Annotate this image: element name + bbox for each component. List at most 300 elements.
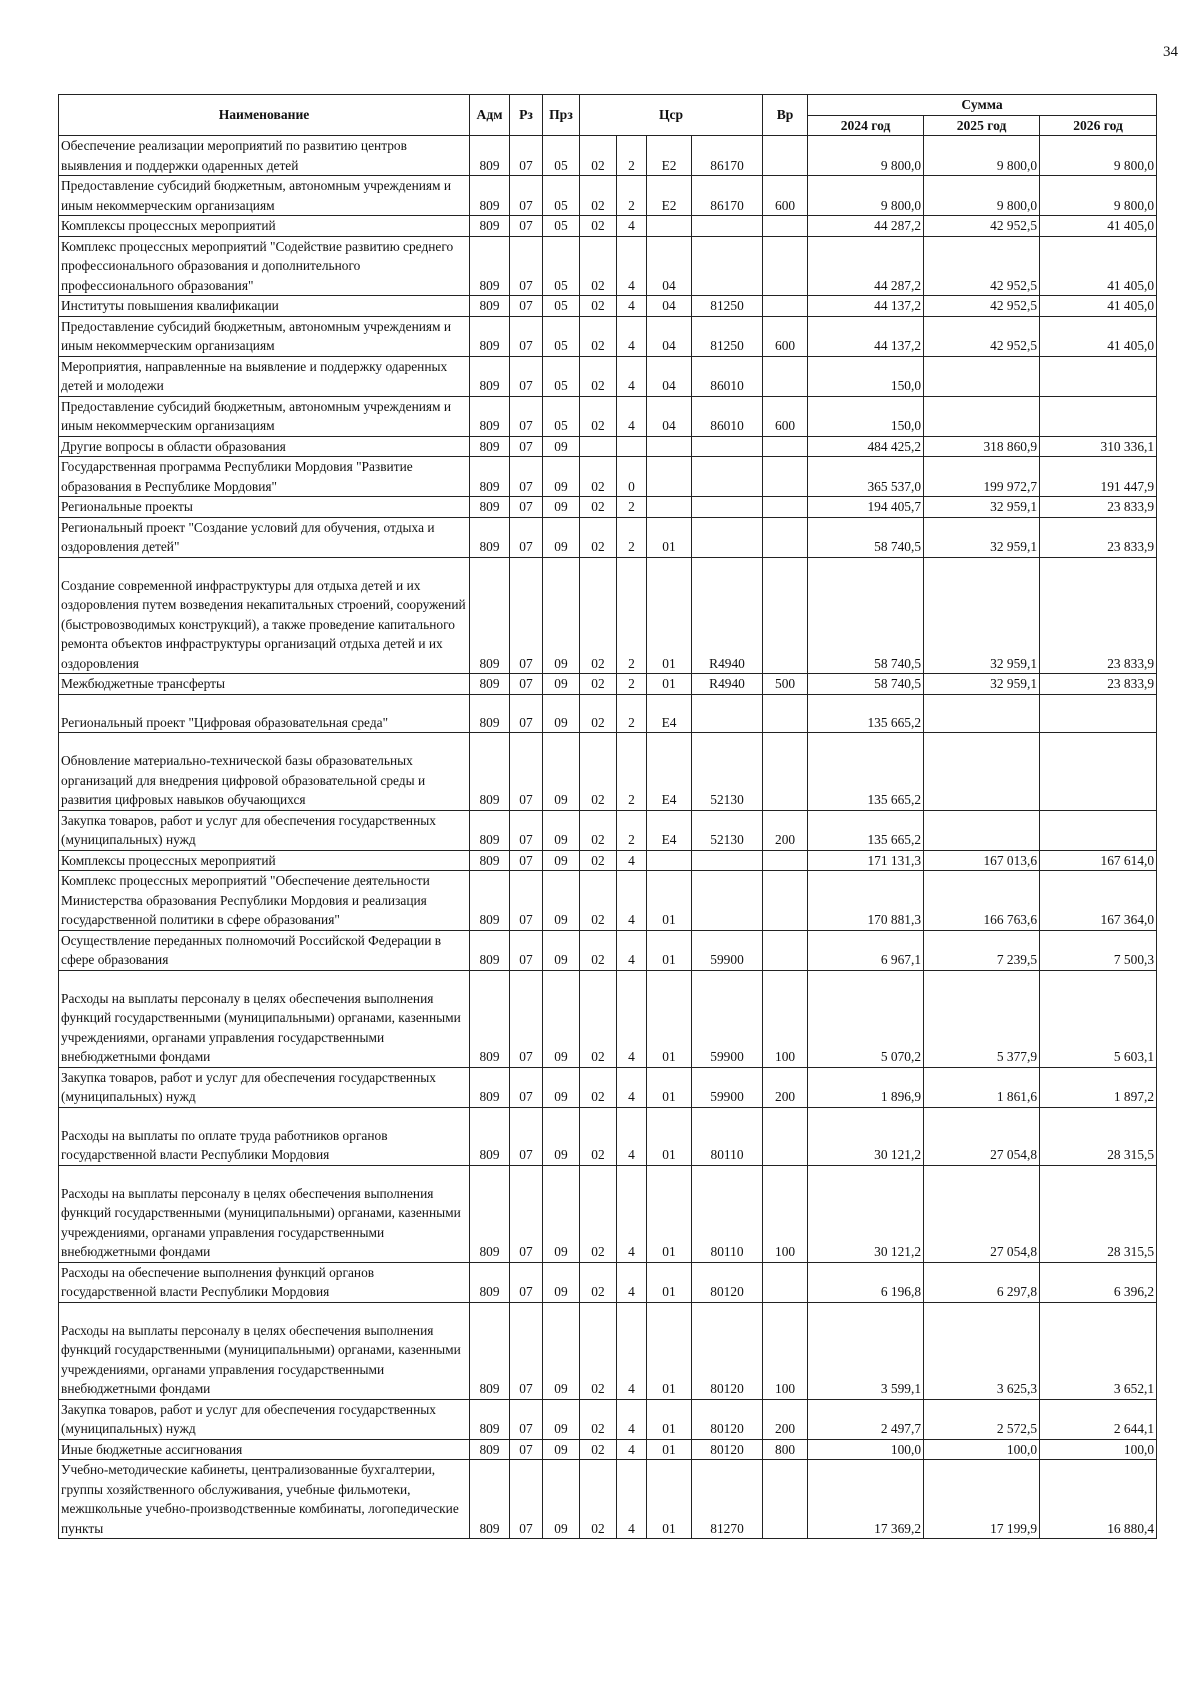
row-name: Межбюджетные трансферты xyxy=(59,674,470,695)
row-adm: 809 xyxy=(470,136,510,176)
row-vr xyxy=(763,356,808,396)
row-name: Комплексы процессных мероприятий xyxy=(59,850,470,871)
row-name: Региональный проект "Цифровая образовательная среда" xyxy=(59,694,470,733)
table-row xyxy=(59,396,1157,436)
row-name: Расходы на выплаты персоналу в целях обеспечения выполнения функций государственными (муниципальными) органами, казенными учреждениями, органами управления государственными внебюджетными фондами xyxy=(59,1302,470,1399)
row-name: Обновление материально-технической базы образовательных организаций для внедрения цифровой образовательной среды и развития цифровых навыков обучающихся xyxy=(59,733,470,811)
row-csr-program: 02 xyxy=(580,810,617,850)
row-sum-2024: 150,0 xyxy=(808,356,924,396)
row-csr-program: 02 xyxy=(580,517,617,557)
row-sum-2025: 9 800,0 xyxy=(924,176,1040,216)
table-row xyxy=(59,694,1157,733)
row-csr-type: 2 xyxy=(617,733,647,811)
row-csr-structure xyxy=(647,457,692,497)
row-sum-2024: 58 740,5 xyxy=(808,557,924,674)
row-rz: 07 xyxy=(510,316,543,356)
row-csr-program: 02 xyxy=(580,176,617,216)
row-name: Расходы на обеспечение выполнения функций органов государственной власти Республики Мордовия xyxy=(59,1262,470,1302)
row-csr-structure: 01 xyxy=(647,1107,692,1165)
row-vr: 500 xyxy=(763,674,808,695)
row-csr-direction: R4940 xyxy=(692,674,763,695)
row-csr-type: 4 xyxy=(617,236,647,296)
row-csr-program: 02 xyxy=(580,497,617,518)
row-csr-direction: 80110 xyxy=(692,1165,763,1262)
row-csr-direction: 80110 xyxy=(692,1107,763,1165)
row-sum-2024: 170 881,3 xyxy=(808,871,924,931)
row-csr-direction: 86170 xyxy=(692,136,763,176)
row-csr-direction: 81270 xyxy=(692,1460,763,1539)
row-csr-program: 02 xyxy=(580,296,617,317)
row-csr-type: 2 xyxy=(617,136,647,176)
row-rz: 07 xyxy=(510,296,543,317)
row-sum-2026: 100,0 xyxy=(1040,1439,1157,1460)
row-csr-type: 2 xyxy=(617,497,647,518)
row-vr xyxy=(763,436,808,457)
row-sum-2024: 365 537,0 xyxy=(808,457,924,497)
row-adm: 809 xyxy=(470,871,510,931)
row-prz: 09 xyxy=(543,733,580,811)
row-sum-2025: 166 763,6 xyxy=(924,871,1040,931)
row-adm: 809 xyxy=(470,1302,510,1399)
row-prz: 05 xyxy=(543,176,580,216)
row-sum-2026: 9 800,0 xyxy=(1040,136,1157,176)
row-csr-structure xyxy=(647,497,692,518)
row-sum-2026: 23 833,9 xyxy=(1040,497,1157,518)
table-row xyxy=(59,497,1157,518)
row-sum-2025: 9 800,0 xyxy=(924,136,1040,176)
row-sum-2025: 100,0 xyxy=(924,1439,1040,1460)
row-sum-2025: 5 377,9 xyxy=(924,970,1040,1067)
row-name: Обеспечение реализации мероприятий по развитию центров выявления и поддержки одаренных детей xyxy=(59,136,470,176)
row-csr-structure: 01 xyxy=(647,1460,692,1539)
row-sum-2024: 58 740,5 xyxy=(808,674,924,695)
row-prz: 09 xyxy=(543,1262,580,1302)
row-rz: 07 xyxy=(510,436,543,457)
row-csr-program: 02 xyxy=(580,1439,617,1460)
row-csr-direction: 59900 xyxy=(692,970,763,1067)
row-sum-2026: 6 396,2 xyxy=(1040,1262,1157,1302)
header-rz: Рз xyxy=(510,95,543,136)
row-sum-2024: 44 287,2 xyxy=(808,236,924,296)
row-vr xyxy=(763,1460,808,1539)
row-vr: 200 xyxy=(763,1399,808,1439)
row-csr-program: 02 xyxy=(580,1399,617,1439)
row-csr-program: 02 xyxy=(580,316,617,356)
row-csr-type: 4 xyxy=(617,1399,647,1439)
table-row xyxy=(59,1302,1157,1399)
row-sum-2026: 7 500,3 xyxy=(1040,930,1157,970)
row-csr-type xyxy=(617,436,647,457)
row-csr-direction: 59900 xyxy=(692,1067,763,1107)
row-sum-2025: 42 952,5 xyxy=(924,316,1040,356)
table-row xyxy=(59,1460,1157,1539)
row-csr-structure: Е4 xyxy=(647,810,692,850)
row-sum-2025: 17 199,9 xyxy=(924,1460,1040,1539)
row-sum-2024: 150,0 xyxy=(808,396,924,436)
row-csr-direction xyxy=(692,871,763,931)
row-csr-type: 4 xyxy=(617,1302,647,1399)
row-csr-type: 4 xyxy=(617,1262,647,1302)
table-row xyxy=(59,1067,1157,1107)
row-vr: 100 xyxy=(763,970,808,1067)
row-rz: 07 xyxy=(510,1439,543,1460)
row-adm: 809 xyxy=(470,176,510,216)
row-csr-type: 4 xyxy=(617,1165,647,1262)
row-rz: 07 xyxy=(510,850,543,871)
row-vr: 600 xyxy=(763,396,808,436)
row-rz: 07 xyxy=(510,457,543,497)
row-sum-2026: 3 652,1 xyxy=(1040,1302,1157,1399)
row-adm: 809 xyxy=(470,930,510,970)
row-prz: 05 xyxy=(543,216,580,237)
row-sum-2026: 16 880,4 xyxy=(1040,1460,1157,1539)
row-rz: 07 xyxy=(510,1262,543,1302)
row-rz: 07 xyxy=(510,216,543,237)
row-adm: 809 xyxy=(470,216,510,237)
row-prz: 05 xyxy=(543,296,580,317)
row-adm: 809 xyxy=(470,1067,510,1107)
row-sum-2025: 32 959,1 xyxy=(924,517,1040,557)
table-row xyxy=(59,970,1157,1067)
row-csr-structure: Е2 xyxy=(647,136,692,176)
row-vr xyxy=(763,296,808,317)
row-adm: 809 xyxy=(470,1460,510,1539)
row-prz: 09 xyxy=(543,850,580,871)
row-prz: 05 xyxy=(543,236,580,296)
row-csr-direction: 86170 xyxy=(692,176,763,216)
row-vr xyxy=(763,1107,808,1165)
row-sum-2024: 6 196,8 xyxy=(808,1262,924,1302)
row-name: Закупка товаров, работ и услуг для обеспечения государственных (муниципальных) нужд xyxy=(59,1399,470,1439)
row-sum-2026: 41 405,0 xyxy=(1040,236,1157,296)
row-csr-structure: 04 xyxy=(647,396,692,436)
row-rz: 07 xyxy=(510,497,543,518)
row-csr-type: 4 xyxy=(617,356,647,396)
row-csr-type: 2 xyxy=(617,517,647,557)
row-csr-structure: Е4 xyxy=(647,694,692,733)
row-adm: 809 xyxy=(470,296,510,317)
row-sum-2026: 1 897,2 xyxy=(1040,1067,1157,1107)
row-sum-2024: 135 665,2 xyxy=(808,810,924,850)
row-csr-direction xyxy=(692,436,763,457)
row-csr-program: 02 xyxy=(580,970,617,1067)
row-rz: 07 xyxy=(510,557,543,674)
row-csr-program: 02 xyxy=(580,557,617,674)
row-sum-2026: 41 405,0 xyxy=(1040,296,1157,317)
row-sum-2024: 17 369,2 xyxy=(808,1460,924,1539)
table-row xyxy=(59,356,1157,396)
row-prz: 05 xyxy=(543,316,580,356)
row-vr xyxy=(763,733,808,811)
row-adm: 809 xyxy=(470,436,510,457)
header-vr: Вр xyxy=(763,95,808,136)
row-csr-type: 4 xyxy=(617,296,647,317)
header-year-2024: 2024 год xyxy=(808,115,924,136)
row-vr xyxy=(763,457,808,497)
row-vr xyxy=(763,930,808,970)
row-sum-2026: 9 800,0 xyxy=(1040,176,1157,216)
row-sum-2025: 6 297,8 xyxy=(924,1262,1040,1302)
row-rz: 07 xyxy=(510,1165,543,1262)
row-csr-structure xyxy=(647,850,692,871)
table-row xyxy=(59,136,1157,176)
row-sum-2026: 23 833,9 xyxy=(1040,557,1157,674)
row-csr-program: 02 xyxy=(580,1302,617,1399)
row-sum-2024: 44 137,2 xyxy=(808,296,924,317)
row-csr-structure: 04 xyxy=(647,296,692,317)
row-sum-2025: 3 625,3 xyxy=(924,1302,1040,1399)
row-sum-2024: 44 137,2 xyxy=(808,316,924,356)
row-vr xyxy=(763,216,808,237)
row-prz: 09 xyxy=(543,930,580,970)
row-name: Расходы на выплаты персоналу в целях обеспечения выполнения функций государственными (муниципальными) органами, казенными учреждениями, органами управления государственными внебюджетными фондами xyxy=(59,1165,470,1262)
row-csr-type: 2 xyxy=(617,810,647,850)
row-csr-program: 02 xyxy=(580,396,617,436)
row-name: Предоставление субсидий бюджетным, автономным учреждениям и иным некоммерческим организациям xyxy=(59,316,470,356)
row-sum-2024: 2 497,7 xyxy=(808,1399,924,1439)
row-csr-program: 02 xyxy=(580,457,617,497)
row-sum-2024: 3 599,1 xyxy=(808,1302,924,1399)
row-prz: 05 xyxy=(543,136,580,176)
row-prz: 09 xyxy=(543,1439,580,1460)
row-csr-program: 02 xyxy=(580,1107,617,1165)
row-sum-2026: 310 336,1 xyxy=(1040,436,1157,457)
row-vr: 600 xyxy=(763,176,808,216)
row-name: Расходы на выплаты по оплате труда работников органов государственной власти Республики Мордовия xyxy=(59,1107,470,1165)
row-rz: 07 xyxy=(510,674,543,695)
table-row xyxy=(59,557,1157,674)
header-prz: Прз xyxy=(543,95,580,136)
row-prz: 09 xyxy=(543,1460,580,1539)
row-csr-structure: Е2 xyxy=(647,176,692,216)
table-row xyxy=(59,457,1157,497)
row-adm: 809 xyxy=(470,674,510,695)
row-name: Другие вопросы в области образования xyxy=(59,436,470,457)
row-csr-direction: 52130 xyxy=(692,810,763,850)
row-adm: 809 xyxy=(470,1165,510,1262)
row-sum-2026: 23 833,9 xyxy=(1040,517,1157,557)
row-csr-program: 02 xyxy=(580,674,617,695)
row-prz: 09 xyxy=(543,497,580,518)
row-sum-2025: 199 972,7 xyxy=(924,457,1040,497)
row-sum-2026: 167 614,0 xyxy=(1040,850,1157,871)
row-prz: 09 xyxy=(543,970,580,1067)
row-sum-2025: 1 861,6 xyxy=(924,1067,1040,1107)
row-vr: 800 xyxy=(763,1439,808,1460)
row-csr-type: 4 xyxy=(617,970,647,1067)
row-sum-2024: 9 800,0 xyxy=(808,136,924,176)
row-sum-2025: 42 952,5 xyxy=(924,216,1040,237)
row-adm: 809 xyxy=(470,236,510,296)
row-rz: 07 xyxy=(510,871,543,931)
row-sum-2024: 44 287,2 xyxy=(808,216,924,237)
table-row xyxy=(59,176,1157,216)
row-rz: 07 xyxy=(510,1460,543,1539)
row-adm: 809 xyxy=(470,810,510,850)
header-csr: Цср xyxy=(580,95,763,136)
row-csr-direction xyxy=(692,497,763,518)
row-name: Региональные проекты xyxy=(59,497,470,518)
row-adm: 809 xyxy=(470,356,510,396)
row-sum-2026: 28 315,5 xyxy=(1040,1165,1157,1262)
row-sum-2026 xyxy=(1040,694,1157,733)
row-sum-2025: 2 572,5 xyxy=(924,1399,1040,1439)
row-sum-2025 xyxy=(924,810,1040,850)
table-row xyxy=(59,733,1157,811)
table-row xyxy=(59,930,1157,970)
row-sum-2025 xyxy=(924,356,1040,396)
row-name: Расходы на выплаты персоналу в целях обеспечения выполнения функций государственными (муниципальными) органами, казенными учреждениями, органами управления государственными внебюджетными фондами xyxy=(59,970,470,1067)
table-row xyxy=(59,316,1157,356)
row-name: Закупка товаров, работ и услуг для обеспечения государственных (муниципальных) нужд xyxy=(59,810,470,850)
row-vr: 100 xyxy=(763,1165,808,1262)
row-csr-program: 02 xyxy=(580,1165,617,1262)
row-csr-structure: 01 xyxy=(647,1067,692,1107)
row-csr-program: 02 xyxy=(580,136,617,176)
row-csr-direction: 86010 xyxy=(692,356,763,396)
row-rz: 07 xyxy=(510,176,543,216)
row-prz: 09 xyxy=(543,1165,580,1262)
row-csr-type: 4 xyxy=(617,871,647,931)
row-sum-2025 xyxy=(924,694,1040,733)
row-csr-direction: 81250 xyxy=(692,296,763,317)
row-csr-type: 4 xyxy=(617,1107,647,1165)
row-csr-type: 2 xyxy=(617,694,647,733)
row-sum-2026: 41 405,0 xyxy=(1040,216,1157,237)
row-name: Комплекс процессных мероприятий "Обеспечение деятельности Министерства образования Республики Мордовия и реализация государственной политики в сфере образования" xyxy=(59,871,470,931)
row-vr xyxy=(763,871,808,931)
row-name: Институты повышения квалификации xyxy=(59,296,470,317)
row-csr-program: 02 xyxy=(580,216,617,237)
row-adm: 809 xyxy=(470,1107,510,1165)
row-rz: 07 xyxy=(510,930,543,970)
row-rz: 07 xyxy=(510,810,543,850)
row-csr-direction: 80120 xyxy=(692,1302,763,1399)
header-year-2025: 2025 год xyxy=(924,115,1040,136)
row-vr: 100 xyxy=(763,1302,808,1399)
row-vr xyxy=(763,1262,808,1302)
row-csr-program: 02 xyxy=(580,694,617,733)
row-csr-direction: 52130 xyxy=(692,733,763,811)
row-vr xyxy=(763,517,808,557)
row-sum-2025: 42 952,5 xyxy=(924,236,1040,296)
table-row xyxy=(59,216,1157,237)
row-sum-2025: 32 959,1 xyxy=(924,557,1040,674)
row-csr-structure: 01 xyxy=(647,930,692,970)
header-adm: Адм xyxy=(470,95,510,136)
table-body xyxy=(59,136,1157,1539)
row-rz: 07 xyxy=(510,356,543,396)
table-row xyxy=(59,810,1157,850)
table-row xyxy=(59,674,1157,695)
table-row xyxy=(59,296,1157,317)
row-sum-2026: 41 405,0 xyxy=(1040,316,1157,356)
row-csr-direction: R4940 xyxy=(692,557,763,674)
row-sum-2025: 27 054,8 xyxy=(924,1165,1040,1262)
row-sum-2024: 194 405,7 xyxy=(808,497,924,518)
row-vr xyxy=(763,694,808,733)
row-sum-2025: 318 860,9 xyxy=(924,436,1040,457)
row-name: Мероприятия, направленные на выявление и поддержку одаренных детей и молодежи xyxy=(59,356,470,396)
row-name: Учебно-методические кабинеты, централизованные бухгалтерии, группы хозяйственного обслуживания, учебные фильмотеки, межшкольные учебно-производственные комбинаты, логопедические пункты xyxy=(59,1460,470,1539)
row-prz: 09 xyxy=(543,1107,580,1165)
row-name: Региональный проект "Создание условий для обучения, отдыха и оздоровления детей" xyxy=(59,517,470,557)
row-csr-direction: 80120 xyxy=(692,1439,763,1460)
row-csr-type: 4 xyxy=(617,1460,647,1539)
row-csr-structure: 01 xyxy=(647,557,692,674)
row-csr-direction: 80120 xyxy=(692,1399,763,1439)
row-sum-2026 xyxy=(1040,810,1157,850)
table-row xyxy=(59,1439,1157,1460)
table-row xyxy=(59,871,1157,931)
row-rz: 07 xyxy=(510,970,543,1067)
row-csr-type: 2 xyxy=(617,557,647,674)
row-csr-program: 02 xyxy=(580,871,617,931)
row-sum-2025: 7 239,5 xyxy=(924,930,1040,970)
row-vr xyxy=(763,850,808,871)
row-rz: 07 xyxy=(510,136,543,176)
row-csr-type: 4 xyxy=(617,396,647,436)
row-csr-direction: 81250 xyxy=(692,316,763,356)
row-csr-structure: 01 xyxy=(647,1262,692,1302)
row-csr-structure: 01 xyxy=(647,871,692,931)
row-sum-2024: 30 121,2 xyxy=(808,1107,924,1165)
row-sum-2025 xyxy=(924,733,1040,811)
row-prz: 05 xyxy=(543,356,580,396)
row-sum-2025: 167 013,6 xyxy=(924,850,1040,871)
row-csr-direction: 59900 xyxy=(692,930,763,970)
row-adm: 809 xyxy=(470,1262,510,1302)
row-name: Предоставление субсидий бюджетным, автономным учреждениям и иным некоммерческим организациям xyxy=(59,176,470,216)
row-sum-2026: 23 833,9 xyxy=(1040,674,1157,695)
table-row xyxy=(59,236,1157,296)
row-sum-2026 xyxy=(1040,733,1157,811)
row-rz: 07 xyxy=(510,733,543,811)
row-csr-structure: Е4 xyxy=(647,733,692,811)
row-rz: 07 xyxy=(510,1067,543,1107)
row-csr-program: 02 xyxy=(580,1067,617,1107)
row-csr-structure: 01 xyxy=(647,1165,692,1262)
row-prz: 09 xyxy=(543,457,580,497)
row-name: Иные бюджетные ассигнования xyxy=(59,1439,470,1460)
row-sum-2025: 32 959,1 xyxy=(924,497,1040,518)
row-sum-2026 xyxy=(1040,396,1157,436)
row-adm: 809 xyxy=(470,557,510,674)
row-csr-type: 4 xyxy=(617,850,647,871)
row-adm: 809 xyxy=(470,396,510,436)
row-prz: 05 xyxy=(543,396,580,436)
row-rz: 07 xyxy=(510,396,543,436)
budget-table xyxy=(58,94,1157,1539)
row-csr-direction xyxy=(692,850,763,871)
row-sum-2024: 135 665,2 xyxy=(808,733,924,811)
row-name: Государственная программа Республики Мордовия "Развитие образования в Республике Мордовия" xyxy=(59,457,470,497)
row-sum-2026: 2 644,1 xyxy=(1040,1399,1157,1439)
row-vr: 200 xyxy=(763,1067,808,1107)
row-name: Создание современной инфраструктуры для отдыха детей и их оздоровления путем возведения некапитальных строений, сооружений (быстровозводимых конструкций), а также проведение капитального ремонта объектов инфраструктуры организаций отдыха детей и их оздоровления xyxy=(59,557,470,674)
row-sum-2026: 5 603,1 xyxy=(1040,970,1157,1067)
row-csr-direction xyxy=(692,694,763,733)
row-sum-2024: 9 800,0 xyxy=(808,176,924,216)
row-prz: 09 xyxy=(543,810,580,850)
row-csr-type: 4 xyxy=(617,1067,647,1107)
row-vr xyxy=(763,236,808,296)
row-prz: 09 xyxy=(543,1399,580,1439)
table-row xyxy=(59,1262,1157,1302)
row-csr-structure: 04 xyxy=(647,356,692,396)
row-csr-type: 2 xyxy=(617,674,647,695)
row-csr-program: 02 xyxy=(580,1460,617,1539)
